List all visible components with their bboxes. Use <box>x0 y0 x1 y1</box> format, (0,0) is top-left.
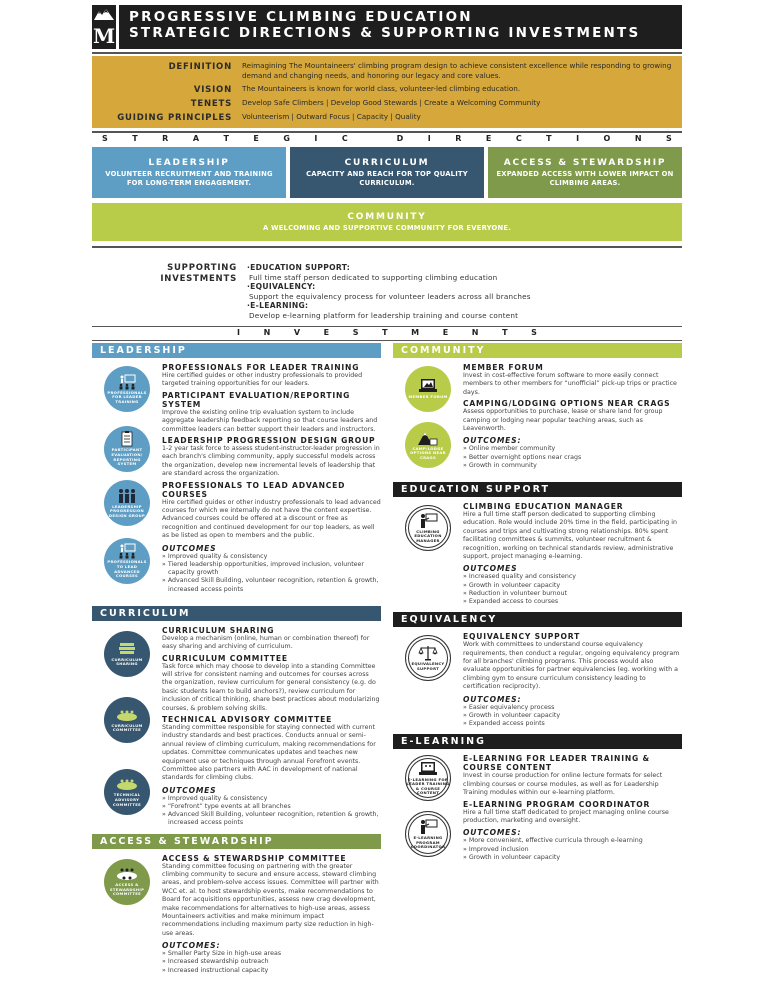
outcome-item: » Growth in community <box>463 461 537 469</box>
outcome-item: » Increased quality and consistency <box>463 573 577 581</box>
items-column <box>463 362 682 476</box>
left-column <box>92 343 381 975</box>
heading-letter: A <box>192 134 200 143</box>
heading-letter: E <box>442 328 449 337</box>
outcome-item: » Improved quality & consistency <box>162 552 268 560</box>
item-heading: CURRICULUM COMMITTEE <box>162 653 288 663</box>
icon-caption: E-LEARNING PROGRAM COORDINATOR <box>410 834 446 850</box>
item-text: Improve the existing online trip evaluation system to include aggregate leadership feedback reporting so that course leaders and committee leaders can better support their leaders and instructors. <box>162 408 378 433</box>
investments-heading <box>92 327 682 340</box>
heading-letter: I <box>427 134 431 143</box>
heading-letter: C <box>515 134 522 143</box>
outcome-item: » Increased instructional capacity <box>162 966 269 974</box>
section-header-elearning: E-LEARNING <box>393 734 682 749</box>
item-text: Standing committee focusing on partnering with the greater climbing community to secure and ensure access, steward climbing areas, and problem-solve access issues. Committee will partner with WCC et. al. to host stewardship events, make recommendations to Board for acquisitions opportunities, assess new crag development, make recommendations for alternatives to high-use areas, assess Mountaineers activities and make minimum impact recommendations including maximum party size reduction in high-use areas. <box>162 862 379 937</box>
item-text: Hire certified guides or other industry professionals to provided targeted training opportunities for our leaders. <box>162 372 363 388</box>
heading-letter: T <box>546 134 552 143</box>
item-heading: CLIMBING EDUCATION MANAGER <box>463 502 624 511</box>
elearning-laptop-icon <box>405 755 451 801</box>
section-header-community: COMMUNITY <box>393 343 682 358</box>
strategic-desc: VOLUNTEER RECRUITMENT AND TRAINING FOR LONG-TERM ENGAGEMENT. <box>105 169 273 187</box>
item-heading: PARTICIPANT EVALUATION/REPORTING SYSTEM <box>162 390 351 409</box>
icon-column <box>92 625 162 828</box>
label-line: INVESTMENTS <box>160 274 237 284</box>
section-header-leadership: LEADERSHIP <box>92 343 381 358</box>
outcome-item: » Improved inclusion <box>463 845 529 853</box>
strategic-box-access <box>488 147 682 198</box>
heading-letter: I <box>237 328 240 337</box>
outcome-item: » Expanded access to courses <box>463 598 559 606</box>
teacher-icon <box>104 366 150 412</box>
section-access <box>92 853 381 975</box>
page-subtitle: STRATEGIC DIRECTIONS & SUPPORTING INVESTMENTS <box>129 25 641 41</box>
heading-letter: E <box>253 134 259 143</box>
items-column <box>463 631 682 728</box>
manager-icon <box>405 505 451 551</box>
guiding-principles-label: GUIDING PRINCIPLES <box>117 113 232 123</box>
outcome-item: » Growth in volunteer capacity <box>463 853 561 861</box>
icon-column <box>92 362 162 594</box>
outcome-item: » Smaller Party Size in high-use areas <box>162 950 282 958</box>
divider <box>92 246 682 248</box>
icon-caption: CURRICULUM COMMITTEE <box>111 722 143 733</box>
item-text: Invest in course production for online lecture formats for select climbing courses or course modules, as well as for Leadership Training modules within our e-learning platform. <box>463 772 663 797</box>
icon-caption: CLIMBING EDUCATION MANAGER <box>414 528 442 543</box>
vision-value: The Mountaineers is known for world class, volunteer-led climbing education. <box>242 84 521 93</box>
icon-column <box>393 501 463 606</box>
item-heading: CAMPING/LODGING OPTIONS NEAR CRAGS <box>463 399 671 409</box>
heading-letter: I <box>314 134 318 143</box>
item-text: Task force which may choose to develop into a standing Committee will strive for consistent naming and outcomes for courses across the organization, review curriculum for general consistency (e.g. do basic students learn to build anchors?), review curriculum for inclusion of critical thinking, share best practices about modularizing courses, & problem solving skills. <box>162 662 380 712</box>
icon-caption: PARTICIPANT EVALUATION/ REPORTING SYSTEM <box>111 447 143 467</box>
icon-caption: LEADERSHIP PROGRESSION DESIGN GROUP <box>108 503 146 518</box>
section-curriculum <box>92 625 381 828</box>
heading-letter: E <box>485 134 492 143</box>
investments-columns <box>92 343 682 975</box>
supporting-item-heading: ·EQUIVALENCY: <box>247 282 316 291</box>
strategic-box-curriculum <box>290 147 484 198</box>
outcomes-heading: OUTCOMES: <box>162 941 221 951</box>
icon-column <box>92 853 162 975</box>
heading-letter: S <box>352 328 359 337</box>
icon-caption: PROFESSIONALS TO LEAD ADVANCED COURSES <box>107 559 147 579</box>
tenets-label: TENETS <box>190 99 232 109</box>
heading-letter: R <box>455 134 462 143</box>
supporting-investments-list <box>247 263 682 320</box>
supporting-item-heading: ·E-LEARNING: <box>247 301 309 310</box>
item-heading: CURRICULUM SHARING <box>162 625 275 635</box>
heading-letter: D <box>396 134 404 143</box>
laptop-icon <box>405 366 451 412</box>
supporting-item-text: Support the equivalency process for volunteer leaders across all branches <box>249 291 531 301</box>
item-heading: ACCESS & STEWARDSHIP COMMITTEE <box>162 853 347 863</box>
item-text: Invest in cost-effective forum software to more easily connect members to other members for “unofficial” pick-up trips or practice days. <box>463 372 677 396</box>
strategic-desc: EXPANDED ACCESS WITH LOWER IMPACT ON CLIMBING AREAS. <box>496 169 674 187</box>
section-community <box>393 362 682 476</box>
heading-letter: R <box>162 134 169 143</box>
definition-label: DEFINITION <box>168 62 232 72</box>
item-heading: EQUIVALENCY SUPPORT <box>463 632 581 642</box>
outcome-item: » Growth in volunteer capacity <box>463 711 561 719</box>
definitions-panel <box>92 56 682 128</box>
item-text: Hire a full time staff person dedicated to supporting climbing education. Role would include 20% time in the field, participating in courses and trips and cultivating strong relationships. 80% spent facilitating committees & summits, volunteer recruitment & recognition, working on technical standards review, administrative support, project managing e-learning. <box>463 511 677 561</box>
outcomes-heading: OUTCOMES: <box>463 436 522 446</box>
item-text: Develop a mechanism (online, human or combination thereof) for easy sharing and archiving of curriculum. <box>162 634 370 651</box>
items-column <box>463 501 682 606</box>
supporting-investments-label <box>92 263 247 320</box>
heading-letter: S <box>531 328 537 337</box>
icon-column <box>393 753 463 865</box>
stewardship-committee-icon <box>104 859 150 905</box>
section-equivalency <box>393 631 682 728</box>
group-icon <box>104 480 150 526</box>
icon-caption: MEMBER FORUM <box>408 394 448 400</box>
strategic-desc: A WELCOMING AND SUPPORTIVE COMMUNITY FOR EVERYONE. <box>262 223 512 232</box>
heading-letter: S <box>102 134 108 143</box>
mountaineers-logo <box>92 5 116 49</box>
scales-icon <box>405 635 451 681</box>
icon-caption: PROFESSIONALS FOR LEADER TRAINING <box>107 389 147 404</box>
outcomes-heading: OUTCOMES: <box>463 694 522 704</box>
outcome-item: » Expanded access points <box>463 720 545 728</box>
icon-caption: EQUIVALENCY SUPPORT <box>411 661 445 671</box>
strategic-directions-row <box>92 147 682 198</box>
outcome-item: » Advanced Skill Building, volunteer recognition, retention & growth, increased access points <box>162 811 379 827</box>
item-heading: PROFESSIONALS TO LEAD ADVANCED COURSES <box>162 480 346 499</box>
title-bar <box>119 5 682 49</box>
items-column <box>463 753 682 865</box>
vision-row <box>92 84 674 95</box>
section-elearning <box>393 753 682 865</box>
outcome-item: » Tiered leadership opportunities, improved inclusion, volunteer capacity growth <box>162 560 364 577</box>
section-leadership <box>92 362 381 594</box>
outcome-item: » Increased stewardship outreach <box>162 958 269 966</box>
mountain-icon <box>94 8 114 20</box>
item-heading: TECHNICAL ADVISORY COMMITTEE <box>162 714 333 724</box>
vision-label: VISION <box>193 85 232 95</box>
section-header-access: ACCESS & STEWARDSHIP <box>92 834 381 849</box>
tenets-value: Develop Safe Climbers | Develop Good Stewards | Create a Welcoming Community <box>242 98 541 107</box>
strategic-box-community <box>92 203 682 241</box>
divider <box>92 52 682 54</box>
item-text: Standing committee responsible for staying connected with current industry standards and best practices. Conducts annual or semi-annual review of climbing curriculum, making recommendations for updates. Committee communicates updates and teaches new equipment use or techniques through annual Forefront events. Committee also partners with AAC in development of national standards for climbing clubs. <box>162 723 376 782</box>
supporting-item <box>247 301 682 320</box>
section-header-education: EDUCATION SUPPORT <box>393 482 682 497</box>
advisory-committee-icon <box>104 769 150 815</box>
outcomes-heading: OUTCOMES <box>162 543 217 553</box>
outcome-item: » Better overnight options near crags <box>463 453 582 461</box>
supporting-item <box>247 263 682 282</box>
outcome-item: » Reduction in volunteer burnout <box>463 589 567 597</box>
strategic-title: CURRICULUM <box>344 157 430 168</box>
item-heading: MEMBER FORUM <box>463 363 544 372</box>
strategic-title: ACCESS & STEWARDSHIP <box>503 157 667 168</box>
definition-row <box>92 61 674 81</box>
item-heading: E-LEARNING PROGRAM COORDINATOR <box>463 799 651 809</box>
items-column <box>162 362 381 594</box>
clipboard-icon <box>104 426 150 472</box>
item-text: Assess opportunities to purchase, lease or share land for group camping or lodging near popular teaching areas, such as Leavenworth. <box>463 408 663 433</box>
heading-letter: I <box>576 134 580 143</box>
heading-letter: E <box>323 328 330 337</box>
strategic-directions-heading <box>92 133 682 146</box>
tenets-row <box>92 98 674 109</box>
outcome-item: » Online member community <box>463 445 556 453</box>
outcome-item: » Easier equivalency process <box>463 703 555 711</box>
outcomes-heading: OUTCOMES <box>463 564 518 574</box>
icon-caption: CAMP/LODGE OPTIONS NEAR CRAGS <box>410 445 446 460</box>
strategic-desc: CAPACITY AND REACH FOR TOP QUALITY CURRICULUM. <box>306 169 468 187</box>
outcomes-heading: OUTCOMES <box>162 785 217 795</box>
page-header <box>92 5 682 49</box>
icon-caption: CURRICULUM SHARING <box>111 656 143 667</box>
item-heading: PROFESSIONALS FOR LEADER TRAINING <box>162 363 360 372</box>
heading-letter: T <box>132 134 138 143</box>
outcome-item: » Advanced Skill Building, volunteer recognition, retention & growth, increased access points <box>162 577 379 593</box>
section-education <box>393 501 682 606</box>
item-heading: E-LEARNING FOR LEADER TRAINING & COURSE CONTENT <box>463 754 650 773</box>
teacher-icon <box>104 538 150 584</box>
items-column <box>162 625 381 828</box>
outcomes-heading: OUTCOMES: <box>463 828 522 838</box>
outcome-item: » Improved quality & consistency <box>162 794 268 802</box>
guiding-principles-value: Volunteerism | Outward Focus | Capacity | Quality <box>242 112 421 121</box>
heading-letter: N <box>263 328 271 337</box>
heading-letter: S <box>666 134 672 143</box>
page <box>92 5 682 975</box>
right-column <box>393 343 682 975</box>
supporting-item-text: Full time staff person dedicated to supporting climbing education <box>249 272 498 282</box>
strategic-title: COMMUNITY <box>347 211 427 222</box>
heading-letter: T <box>502 328 508 337</box>
item-text: Hire certified guides or other industry professionals to lead advanced courses for which we internally do not have the content expertise. Advanced courses could be offered at a discount or free as recognition and continued development for our top leaders, as well as be listed as open to members and the public. <box>162 498 381 540</box>
icon-caption: TECHNICAL ADVISORY COMMITTEE <box>112 792 142 807</box>
coordinator-icon <box>405 811 451 857</box>
strategic-box-leadership <box>92 147 286 198</box>
heading-letter: O <box>603 134 611 143</box>
strategic-title: LEADERSHIP <box>148 157 230 168</box>
spacer <box>92 594 381 606</box>
icon-column <box>393 631 463 728</box>
section-header-equivalency: EQUIVALENCY <box>393 612 682 627</box>
heading-letter: G <box>283 134 290 143</box>
supporting-item <box>247 282 682 301</box>
mountain-lodge-icon <box>405 422 451 468</box>
icon-caption: E-LEARNING FOR LEADER TRAINING & COURSE CONTENT <box>406 776 450 796</box>
definition-value: Reimagining The Mountaineers' climbing program design to achieve consistent excellence while responding to growing demand and changing needs, and honoring our legacy and core values. <box>242 61 672 80</box>
supporting-investments <box>92 253 682 326</box>
committee-icon <box>104 697 150 743</box>
icon-column <box>393 362 463 476</box>
heading-letter: T <box>223 134 229 143</box>
page-title: PROGRESSIVE CLIMBING EDUCATION <box>129 9 473 25</box>
section-header-curriculum: CURRICULUM <box>92 606 381 621</box>
heading-letter: N <box>471 328 479 337</box>
items-column <box>162 853 381 975</box>
heading-letter: V <box>293 328 301 337</box>
supporting-item-text: Develop e-learning platform for leadership training and course content <box>249 310 519 320</box>
label-line: SUPPORTING <box>167 263 237 273</box>
item-heading: LEADERSHIP PROGRESSION DESIGN GROUP <box>162 436 376 446</box>
heading-letter: T <box>382 328 388 337</box>
books-icon <box>104 631 150 677</box>
outcome-item: » More convenient, effective curricula through e-learning <box>463 837 643 845</box>
heading-letter: M <box>411 328 420 337</box>
heading-letter: N <box>634 134 642 143</box>
item-text: Hire a full time staff dedicated to project managing online course production, marketing and oversight. <box>463 808 669 824</box>
logo-letter: M <box>92 24 116 48</box>
heading-letter: C <box>341 134 348 143</box>
outcome-item: » Growth in volunteer capacity <box>463 581 561 589</box>
supporting-item-heading: ·EDUCATION SUPPORT: <box>247 263 351 272</box>
outcome-item: » “Forefront” type events at all branches <box>162 803 291 810</box>
divider <box>92 340 682 341</box>
icon-caption: ACCESS & STEWARDSHIP COMMITTEE <box>109 882 145 897</box>
guiding-principles-row <box>92 112 674 123</box>
item-text: 1-2 year task force to assess student-instructor-leader progression in each branch's climbing community, apply successful models across the organization, develop new incremental levels of leadership that are standard across the organization. <box>162 445 380 478</box>
item-text: Work with committees to understand course equivalency requirements, then conduct a regular, ongoing equivalency program for all branches' climbing programs. This process would also evaluate opportunities for partner equivalencies (eg. working with a climbing gym to ensure curriculum consistency leading to certification reciprocity). <box>463 641 680 691</box>
